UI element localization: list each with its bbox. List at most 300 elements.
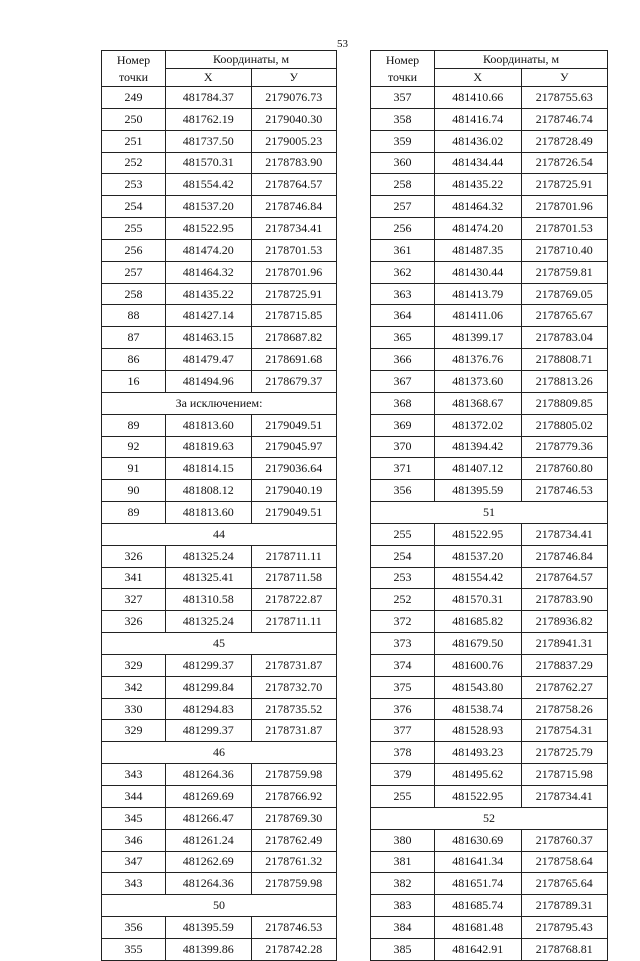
x-coordinate-cell: 481474.20 (435, 218, 522, 240)
point-number-cell: 365 (371, 327, 435, 349)
point-number-cell: 329 (102, 654, 166, 676)
point-number-cell: 362 (371, 261, 435, 283)
y-coordinate-cell: 2178764.57 (251, 174, 337, 196)
y-coordinate-cell: 2178735.52 (251, 698, 337, 720)
point-number-cell: 379 (371, 764, 435, 786)
y-coordinate-cell: 2178726.54 (521, 152, 608, 174)
coordinates-header: Координаты, м (435, 51, 608, 69)
y-coordinate-cell: 2179045.97 (251, 436, 337, 458)
table-row (371, 414, 608, 436)
table-row (102, 698, 337, 720)
y-coordinate-cell: 2178701.96 (521, 196, 608, 218)
section-row (102, 895, 337, 917)
table-row (102, 218, 337, 240)
section-row (102, 633, 337, 655)
x-coordinate-cell: 481474.20 (166, 239, 252, 261)
y-coordinate-cell: 2178734.41 (251, 218, 337, 240)
table-row (371, 764, 608, 786)
x-coordinate-cell: 481522.95 (435, 786, 522, 808)
y-coordinate-cell: 2178746.84 (521, 545, 608, 567)
y-coordinate-cell: 2178734.41 (521, 523, 608, 545)
y-coordinate-cell: 2178783.04 (521, 327, 608, 349)
point-number-cell: 382 (371, 873, 435, 895)
table-row (102, 458, 337, 480)
x-coordinate-cell: 481554.42 (166, 174, 252, 196)
point-number-cell: 383 (371, 895, 435, 917)
coordinates-table-right (370, 50, 608, 961)
table-row (102, 589, 337, 611)
point-number-cell: 356 (102, 917, 166, 939)
x-coordinate-cell: 481479.47 (166, 349, 252, 371)
table-row (371, 239, 608, 261)
table-row (371, 895, 608, 917)
y-coordinate-cell: 2178725.79 (521, 742, 608, 764)
x-header: X (435, 69, 522, 87)
section-label: 45 (102, 633, 337, 655)
x-coordinate-cell: 481269.69 (166, 786, 252, 808)
table-row (371, 523, 608, 545)
table-row (102, 130, 337, 152)
point-number-cell: 250 (102, 108, 166, 130)
table-row (102, 283, 337, 305)
y-coordinate-cell: 2178762.27 (521, 676, 608, 698)
point-number-cell: 258 (102, 283, 166, 305)
y-coordinate-cell: 2179049.51 (251, 502, 337, 524)
x-coordinate-cell: 481399.17 (435, 327, 522, 349)
table-row (102, 327, 337, 349)
table-row (102, 174, 337, 196)
section-row (102, 523, 337, 545)
table-row (102, 829, 337, 851)
point-header-line2: точки (118, 69, 149, 84)
x-coordinate-cell: 481642.91 (435, 938, 522, 960)
y-coordinate-cell: 2178813.26 (521, 370, 608, 392)
table-row (102, 786, 337, 808)
point-number-cell: 89 (102, 414, 166, 436)
y-coordinate-cell: 2178766.92 (251, 786, 337, 808)
point-number-cell: 372 (371, 611, 435, 633)
point-number-cell: 364 (371, 305, 435, 327)
y-coordinate-cell: 2178764.57 (521, 567, 608, 589)
x-coordinate-cell: 481493.23 (435, 742, 522, 764)
table-row (102, 370, 337, 392)
x-coordinate-cell: 481299.84 (166, 676, 252, 698)
y-coordinate-cell: 2178837.29 (521, 654, 608, 676)
y-coordinate-cell: 2178711.11 (251, 611, 337, 633)
y-coordinate-cell: 2178765.67 (521, 305, 608, 327)
point-number-cell: 367 (371, 370, 435, 392)
point-number-cell: 327 (102, 589, 166, 611)
point-number-cell: 330 (102, 698, 166, 720)
section-label: 46 (102, 742, 337, 764)
x-coordinate-cell: 481416.74 (435, 108, 522, 130)
point-header-line1: Номер (385, 52, 420, 67)
x-coordinate-cell: 481430.44 (435, 261, 522, 283)
section-label: 44 (102, 523, 337, 545)
point-number-cell: 378 (371, 742, 435, 764)
x-coordinate-cell: 481310.58 (166, 589, 252, 611)
table-row (102, 851, 337, 873)
point-number-cell: 355 (102, 938, 166, 960)
x-coordinate-cell: 481522.95 (435, 523, 522, 545)
table-row (371, 152, 608, 174)
table-row (371, 392, 608, 414)
y-coordinate-cell: 2179036.64 (251, 458, 337, 480)
x-coordinate-cell: 481528.93 (435, 720, 522, 742)
table-row (371, 174, 608, 196)
y-coordinate-cell: 2178762.49 (251, 829, 337, 851)
x-coordinate-cell: 481299.37 (166, 654, 252, 676)
y-coordinate-cell: 2178701.96 (251, 261, 337, 283)
x-coordinate-cell: 481463.15 (166, 327, 252, 349)
table-row (102, 480, 337, 502)
x-coordinate-cell: 481819.63 (166, 436, 252, 458)
point-number-cell: 90 (102, 480, 166, 502)
table-body-left (102, 87, 337, 961)
point-number-cell: 357 (371, 87, 435, 109)
point-number-cell: 381 (371, 851, 435, 873)
table-row (371, 786, 608, 808)
y-coordinate-cell: 2178755.63 (521, 87, 608, 109)
table-row (371, 283, 608, 305)
table-row (102, 764, 337, 786)
point-number-cell: 369 (371, 414, 435, 436)
x-coordinate-cell: 481368.67 (435, 392, 522, 414)
x-coordinate-cell: 481464.32 (166, 261, 252, 283)
point-number-cell: 371 (371, 458, 435, 480)
x-coordinate-cell: 481685.74 (435, 895, 522, 917)
x-coordinate-cell: 481681.48 (435, 917, 522, 939)
point-number-cell: 257 (371, 196, 435, 218)
point-number-cell: 384 (371, 917, 435, 939)
y-coordinate-cell: 2178691.68 (251, 349, 337, 371)
point-number-cell: 347 (102, 851, 166, 873)
section-label: 52 (371, 807, 608, 829)
table-row (371, 654, 608, 676)
x-coordinate-cell: 481262.69 (166, 851, 252, 873)
y-coordinate-cell: 2178759.98 (251, 873, 337, 895)
x-coordinate-cell: 481411.06 (435, 305, 522, 327)
y-coordinate-cell: 2178759.81 (521, 261, 608, 283)
table-row (371, 851, 608, 873)
point-number-cell: 373 (371, 633, 435, 655)
table-row (102, 305, 337, 327)
x-coordinate-cell: 481813.60 (166, 414, 252, 436)
table-row (102, 349, 337, 371)
table-row (102, 436, 337, 458)
table-row (371, 261, 608, 283)
y-coordinate-cell: 2178732.70 (251, 676, 337, 698)
table-row (102, 414, 337, 436)
point-number-cell: 255 (371, 523, 435, 545)
x-coordinate-cell: 481434.44 (435, 152, 522, 174)
y-coordinate-cell: 2178746.84 (251, 196, 337, 218)
x-coordinate-cell: 481600.76 (435, 654, 522, 676)
point-number-cell: 366 (371, 349, 435, 371)
point-number-cell: 380 (371, 829, 435, 851)
point-number-cell: 345 (102, 807, 166, 829)
x-coordinate-cell: 481407.12 (435, 458, 522, 480)
y-coordinate-cell: 2178731.87 (251, 654, 337, 676)
y-coordinate-cell: 2178728.49 (521, 130, 608, 152)
y-coordinate-cell: 2178805.02 (521, 414, 608, 436)
x-coordinate-cell: 481522.95 (166, 218, 252, 240)
x-coordinate-cell: 481395.59 (166, 917, 252, 939)
table-row (102, 108, 337, 130)
y-coordinate-cell: 2178768.81 (521, 938, 608, 960)
table-row (102, 720, 337, 742)
table-row (102, 611, 337, 633)
y-coordinate-cell: 2178783.90 (251, 152, 337, 174)
x-coordinate-cell: 481784.37 (166, 87, 252, 109)
section-row (371, 502, 608, 524)
y-coordinate-cell: 2178761.32 (251, 851, 337, 873)
y-coordinate-cell: 2178809.85 (521, 392, 608, 414)
table-row (371, 633, 608, 655)
y-coordinate-cell: 2178734.41 (521, 786, 608, 808)
point-number-header (102, 51, 166, 87)
y-coordinate-cell: 2178758.26 (521, 698, 608, 720)
table-row (102, 676, 337, 698)
x-coordinate-cell: 481436.02 (435, 130, 522, 152)
x-coordinate-cell: 481679.50 (435, 633, 522, 655)
section-row (102, 742, 337, 764)
y-header: У (251, 69, 337, 87)
table-row (102, 873, 337, 895)
point-number-cell: 358 (371, 108, 435, 130)
y-coordinate-cell: 2178715.85 (251, 305, 337, 327)
point-number-cell: 255 (371, 786, 435, 808)
x-coordinate-cell: 481376.76 (435, 349, 522, 371)
y-coordinate-cell: 2178789.31 (521, 895, 608, 917)
coordinates-table-left (101, 50, 337, 961)
section-label: 51 (371, 502, 608, 524)
x-coordinate-cell: 481537.20 (435, 545, 522, 567)
point-number-cell: 346 (102, 829, 166, 851)
y-coordinate-cell: 2178701.53 (521, 218, 608, 240)
x-coordinate-cell: 481570.31 (435, 589, 522, 611)
x-coordinate-cell: 481325.41 (166, 567, 252, 589)
y-coordinate-cell: 2178779.36 (521, 436, 608, 458)
point-number-cell: 370 (371, 436, 435, 458)
point-number-cell: 375 (371, 676, 435, 698)
point-number-cell: 343 (102, 873, 166, 895)
y-coordinate-cell: 2179049.51 (251, 414, 337, 436)
x-coordinate-cell: 481266.47 (166, 807, 252, 829)
table-row (371, 742, 608, 764)
table-row (371, 676, 608, 698)
x-coordinate-cell: 481641.34 (435, 851, 522, 873)
table-row (102, 545, 337, 567)
x-coordinate-cell: 481537.20 (166, 196, 252, 218)
y-coordinate-cell: 2178687.82 (251, 327, 337, 349)
x-coordinate-cell: 481427.14 (166, 305, 252, 327)
y-coordinate-cell: 2178759.98 (251, 764, 337, 786)
y-coordinate-cell: 2178769.30 (251, 807, 337, 829)
point-number-cell: 252 (371, 589, 435, 611)
x-coordinate-cell: 481394.42 (435, 436, 522, 458)
point-number-cell: 360 (371, 152, 435, 174)
table-row (371, 108, 608, 130)
point-number-cell: 253 (102, 174, 166, 196)
x-coordinate-cell: 481395.59 (435, 480, 522, 502)
table-row (102, 917, 337, 939)
coordinates-header: Координаты, м (166, 51, 337, 69)
x-coordinate-cell: 481570.31 (166, 152, 252, 174)
point-number-cell: 344 (102, 786, 166, 808)
x-coordinate-cell: 481543.80 (435, 676, 522, 698)
table-row (102, 654, 337, 676)
table-row (371, 370, 608, 392)
x-coordinate-cell: 481651.74 (435, 873, 522, 895)
point-number-cell: 256 (102, 239, 166, 261)
y-coordinate-cell: 2178765.64 (521, 873, 608, 895)
y-coordinate-cell: 2178710.40 (521, 239, 608, 261)
point-number-cell: 87 (102, 327, 166, 349)
y-coordinate-cell: 2179005.23 (251, 130, 337, 152)
table-row (371, 873, 608, 895)
point-number-cell: 91 (102, 458, 166, 480)
x-coordinate-cell: 481685.82 (435, 611, 522, 633)
y-coordinate-cell: 2178679.37 (251, 370, 337, 392)
y-coordinate-cell: 2179040.19 (251, 480, 337, 502)
y-coordinate-cell: 2178760.80 (521, 458, 608, 480)
point-number-cell: 249 (102, 87, 166, 109)
y-coordinate-cell: 2178783.90 (521, 589, 608, 611)
point-number-cell: 359 (371, 130, 435, 152)
y-coordinate-cell: 2178808.71 (521, 349, 608, 371)
table-row (371, 917, 608, 939)
section-row (102, 392, 337, 414)
x-coordinate-cell: 481294.83 (166, 698, 252, 720)
table-row (371, 458, 608, 480)
y-header: У (521, 69, 608, 87)
point-number-cell: 326 (102, 611, 166, 633)
point-number-cell: 342 (102, 676, 166, 698)
y-coordinate-cell: 2178936.82 (521, 611, 608, 633)
y-coordinate-cell: 2178722.87 (251, 589, 337, 611)
table-row (371, 196, 608, 218)
point-number-cell: 254 (371, 545, 435, 567)
x-coordinate-cell: 481435.22 (166, 283, 252, 305)
x-coordinate-cell: 481814.15 (166, 458, 252, 480)
table-body-right (371, 87, 608, 961)
x-coordinate-cell: 481413.79 (435, 283, 522, 305)
table-row (371, 938, 608, 960)
y-coordinate-cell: 2178795.43 (521, 917, 608, 939)
x-coordinate-cell: 481737.50 (166, 130, 252, 152)
x-coordinate-cell: 481373.60 (435, 370, 522, 392)
y-coordinate-cell: 2178742.28 (251, 938, 337, 960)
point-number-cell: 89 (102, 502, 166, 524)
point-number-cell: 377 (371, 720, 435, 742)
table-row (371, 349, 608, 371)
point-number-cell: 253 (371, 567, 435, 589)
y-coordinate-cell: 2178715.98 (521, 764, 608, 786)
y-coordinate-cell: 2179040.30 (251, 108, 337, 130)
point-number-cell: 374 (371, 654, 435, 676)
y-coordinate-cell: 2178725.91 (521, 174, 608, 196)
x-coordinate-cell: 481372.02 (435, 414, 522, 436)
x-coordinate-cell: 481399.86 (166, 938, 252, 960)
point-number-cell: 363 (371, 283, 435, 305)
x-coordinate-cell: 481299.37 (166, 720, 252, 742)
point-number-cell: 341 (102, 567, 166, 589)
point-number-cell: 86 (102, 349, 166, 371)
y-coordinate-cell: 2178746.53 (251, 917, 337, 939)
table-row (102, 87, 337, 109)
section-label: За исключением: (102, 392, 337, 414)
point-number-cell: 92 (102, 436, 166, 458)
y-coordinate-cell: 2178701.53 (251, 239, 337, 261)
table-row (371, 698, 608, 720)
x-coordinate-cell: 481435.22 (435, 174, 522, 196)
y-coordinate-cell: 2178760.37 (521, 829, 608, 851)
y-coordinate-cell: 2179076.73 (251, 87, 337, 109)
x-coordinate-cell: 481410.66 (435, 87, 522, 109)
point-number-cell: 356 (371, 480, 435, 502)
y-coordinate-cell: 2178769.05 (521, 283, 608, 305)
x-coordinate-cell: 481264.36 (166, 873, 252, 895)
point-number-cell: 257 (102, 261, 166, 283)
point-number-cell: 251 (102, 130, 166, 152)
table-row (371, 720, 608, 742)
x-coordinate-cell: 481325.24 (166, 611, 252, 633)
y-coordinate-cell: 2178746.74 (521, 108, 608, 130)
point-number-cell: 343 (102, 764, 166, 786)
x-coordinate-cell: 481808.12 (166, 480, 252, 502)
table-row (102, 152, 337, 174)
table-row (102, 261, 337, 283)
table-row (102, 239, 337, 261)
y-coordinate-cell: 2178711.11 (251, 545, 337, 567)
point-header-line2: точки (387, 69, 418, 84)
table-row (371, 480, 608, 502)
table-row (102, 938, 337, 960)
section-label: 50 (102, 895, 337, 917)
y-coordinate-cell: 2178746.53 (521, 480, 608, 502)
point-number-cell: 258 (371, 174, 435, 196)
table-row (371, 567, 608, 589)
x-coordinate-cell: 481813.60 (166, 502, 252, 524)
point-number-cell: 385 (371, 938, 435, 960)
point-number-cell: 376 (371, 698, 435, 720)
x-coordinate-cell: 481261.24 (166, 829, 252, 851)
table-row (102, 807, 337, 829)
table-row (371, 829, 608, 851)
x-coordinate-cell: 481494.96 (166, 370, 252, 392)
table-row (102, 196, 337, 218)
point-number-cell: 252 (102, 152, 166, 174)
point-number-cell: 254 (102, 196, 166, 218)
page-number: 53 (337, 38, 348, 50)
point-number-cell: 361 (371, 239, 435, 261)
point-number-cell: 326 (102, 545, 166, 567)
table-row (371, 436, 608, 458)
table-row (371, 327, 608, 349)
point-number-cell: 368 (371, 392, 435, 414)
x-coordinate-cell: 481464.32 (435, 196, 522, 218)
table-row (371, 218, 608, 240)
table-row (371, 130, 608, 152)
table-row (102, 567, 337, 589)
x-coordinate-cell: 481538.74 (435, 698, 522, 720)
point-header-line1: Номер (116, 52, 151, 67)
table-row (102, 502, 337, 524)
point-number-cell: 255 (102, 218, 166, 240)
point-number-cell: 256 (371, 218, 435, 240)
table-row (371, 589, 608, 611)
